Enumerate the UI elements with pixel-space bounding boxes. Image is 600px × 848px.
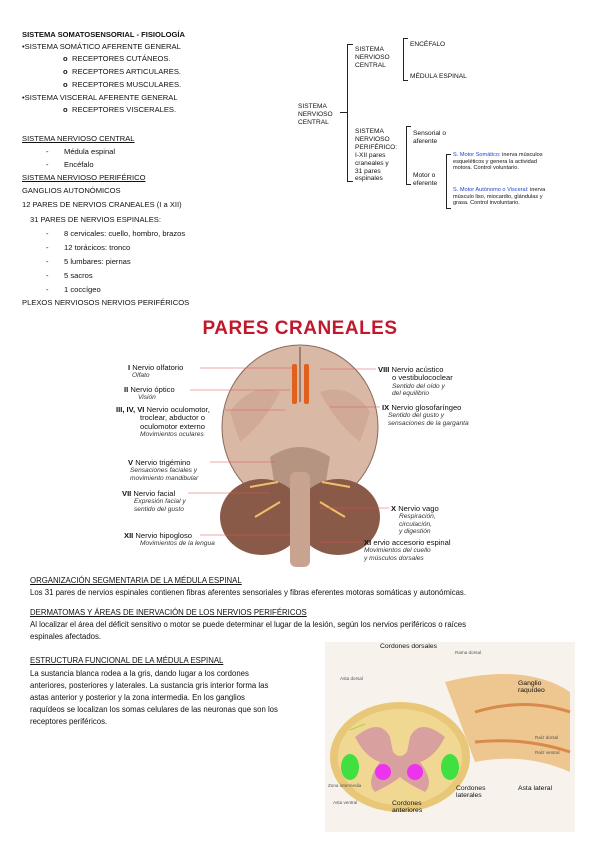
outline-sub: o RECEPTORES ARTICULARES. bbox=[72, 67, 181, 76]
tree-motor: Motor o eferente bbox=[413, 172, 438, 187]
tree-root: SISTEMA NERVIOSO CENTRAL bbox=[298, 103, 333, 126]
small-label: Rama dorsal bbox=[455, 650, 482, 655]
espinales-item: - 1 coccígeo bbox=[64, 285, 101, 294]
func-line: raquídeos se localizan los somas celulares de las neuronas que son los bbox=[30, 705, 278, 714]
ganglios-text: GANGLIOS AUTONÓMICOS bbox=[22, 186, 121, 195]
nerve-label: IX Nervio glosofaríngeo Sentido del gusto y sensaciones de la garganta bbox=[382, 403, 469, 427]
label-ganglio: Ganglio raquídeo bbox=[518, 680, 545, 695]
seg-text: Los 31 pares de nervios espinales contienen fibras aferentes sensoriales y fibras eferentes motoras somáticas y autonómicas. bbox=[30, 588, 466, 597]
espinales-item: - 5 lumbares: piernas bbox=[64, 257, 131, 266]
derm-text: espinales afectados. bbox=[30, 632, 102, 641]
nervous-system-tree bbox=[285, 30, 585, 220]
outline-sub: o RECEPTORES MUSCULARES. bbox=[72, 80, 181, 89]
label-anteriores: Cordones anteriores bbox=[392, 800, 423, 815]
small-label: Asta dorsal bbox=[340, 676, 363, 681]
tree-sensorial: Sensorial o aferente bbox=[413, 130, 446, 145]
small-label: Raíz dorsal bbox=[535, 735, 559, 740]
nerve-label: II Nervio óptico Visión bbox=[124, 385, 175, 402]
espinales-item: - 5 sacros bbox=[64, 271, 93, 280]
func-line: La sustancia blanca rodea a la gris, dando lugar a los cordones bbox=[30, 669, 249, 678]
label-laterales: Cordones laterales bbox=[456, 785, 486, 800]
outline-item-somatico: •SISTEMA SOMÁTICO AFERENTE GENERAL bbox=[22, 42, 181, 51]
nerve-label: XI ervio accesorio espinal Movimientos del cuello y músculos dorsales bbox=[364, 538, 451, 562]
nerve-label: VIII Nervio acústico o vestibulococlear Sentido del oído y del equilibrio bbox=[378, 365, 453, 397]
small-label: Zona intermedia bbox=[328, 783, 362, 788]
tree-medula: MÉDULA ESPINAL bbox=[410, 73, 467, 80]
nerve-label: X Nervio vago Respiración, circulación, y digestión bbox=[391, 504, 439, 535]
snp-title: SISTEMA NERVIOSO PERIFÉRICO bbox=[22, 173, 146, 182]
espinales-item: - 12 torácicos: tronco bbox=[64, 243, 130, 252]
outline-sub: o RECEPTORES VISCERALES. bbox=[72, 105, 176, 114]
craneales-text: 12 PARES DE NERVIOS CRANEALES (I a XII) bbox=[22, 200, 182, 209]
nerve-label: XII Nervio hipogloso Movimientos de la lengua bbox=[124, 531, 215, 548]
tree-snc: SISTEMA NERVIOSO CENTRAL bbox=[355, 46, 390, 69]
tree-snp: SISTEMA NERVIOSO PERIFÉRICO: I-XII pares craneales y 31 pares espinales bbox=[355, 128, 398, 183]
small-label: Asta ventral bbox=[333, 800, 358, 805]
tree-motor-autonomo: S. Motor Autónomo o Visceral: inerva músculo liso, miocardio, glándulas y grasa. Control involuntario. bbox=[453, 187, 546, 207]
snc-item: - Encéfalo bbox=[64, 160, 94, 169]
outline-title: SISTEMA SOMATOSENSORIAL - FISIOLOGÍA bbox=[22, 30, 185, 39]
outline-sub: o RECEPTORES CUTÁNEOS. bbox=[72, 54, 171, 63]
espinales-text: 31 PARES DE NERVIOS ESPINALES: bbox=[30, 215, 161, 224]
nerve-label: I Nervio olfatorio Olfato bbox=[128, 363, 184, 380]
func-line: anteriores, posteriores y laterales. La sustancia gris interior forma las bbox=[30, 681, 269, 690]
nerve-label: V Nervio trigémino Sensaciones faciales y movimiento mandibular bbox=[128, 458, 199, 482]
small-label: Raíz ventral bbox=[535, 750, 560, 755]
nerve-label: III, IV, VI Nervio oculomotor, troclear, abductor o oculomotor externo Movimientos oculares bbox=[116, 405, 210, 439]
outline-item-visceral: •SISTEMA VISCERAL AFERENTE GENERAL bbox=[22, 93, 178, 102]
plexos-text: PLEXOS NERVIOSOS NERVIOS PERIFÉRICOS bbox=[22, 298, 190, 307]
nerve-label: VII Nervio facial Expresión facial y sentido del gusto bbox=[122, 489, 186, 513]
func-title: ESTRUCTURA FUNCIONAL DE LA MÉDULA ESPINAL bbox=[30, 656, 224, 665]
derm-title: DERMATOMAS Y ÁREAS DE INERVACIÓN DE LOS NERVIOS PERIFÉRICOS bbox=[30, 608, 307, 617]
label-dorsales: Cordones dorsales bbox=[380, 643, 438, 650]
func-line: astas anterior y posterior y la zona intermedia. En los ganglios bbox=[30, 693, 245, 702]
espinales-item: - 8 cervicales: cuello, hombro, brazos bbox=[64, 229, 185, 238]
seg-title: ORGANIZACIÓN SEGMENTARIA DE LA MÉDULA ESPINAL bbox=[30, 576, 242, 585]
brain-illustration bbox=[210, 342, 390, 572]
tree-encefalo: ENCÉFALO bbox=[410, 41, 446, 48]
snc-title: SISTEMA NERVIOSO CENTRAL bbox=[22, 134, 135, 143]
figure-title: PARES CRANEALES bbox=[202, 318, 398, 339]
derm-text: Al localizar el área del déficit sensitivo o motor se puede determinar el lugar de la lesión, según los nervios periféricos o raíces bbox=[30, 620, 466, 629]
label-asta-lateral: Asta lateral bbox=[518, 785, 553, 792]
tree-motor-somatico: S. Motor Somático: inerva músculos esqueléticos y genera la actividad motora. Control voluntario. bbox=[453, 152, 543, 172]
snc-item: - Médula espinal bbox=[64, 147, 115, 156]
func-line: receptores periféricos. bbox=[30, 717, 108, 726]
